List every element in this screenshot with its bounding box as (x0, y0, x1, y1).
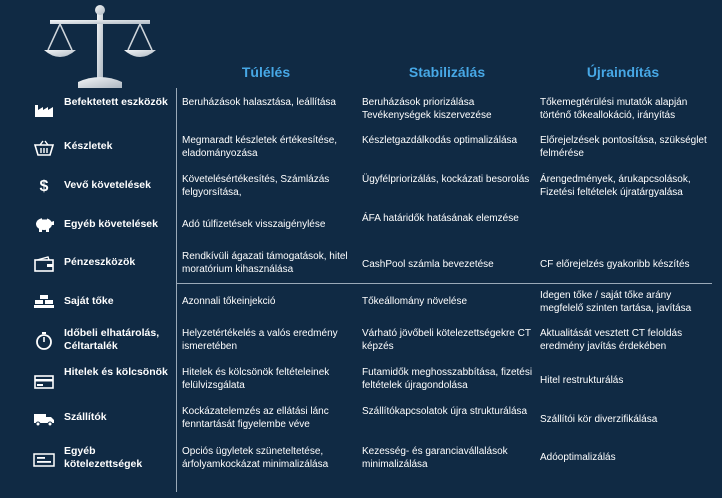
basket-icon (33, 138, 55, 158)
cell-restart: Árengedmények, árukapcsolások, Fizetési feltételek újratárgyalása (540, 174, 691, 198)
wallet-icon (33, 254, 55, 274)
cell-stabilization: Készletgazdálkodás optimalizálása (362, 135, 518, 146)
cell-survival: Kockázatelemzés az ellátási lánc fenntartását figyelembe véve (182, 406, 329, 430)
cell-stabilization: Tőkeállomány növelése (362, 296, 468, 307)
cell-survival: Megmaradt készletek értékesítése, eladományozása (182, 135, 338, 159)
horizontal-divider (176, 283, 712, 284)
cell-restart: Idegen tőke / saját tőke arány megfelelő szinten tartása, javítása (540, 290, 692, 314)
row-label: Pénzeszközök (64, 256, 136, 268)
cell-stabilization: Szállítókapcsolatok újra strukturálása (362, 406, 528, 417)
row-label: Időbeli elhatárolás, Céltartalék (64, 327, 160, 352)
cell-stabilization: Kezesség- és garanciavállalások minimalizálása (362, 446, 508, 470)
column-header-restart: Újraindítás (586, 64, 660, 80)
row-label: Egyéb követelések (64, 218, 158, 230)
cell-survival: Opciós ügyletek szüneteltetése, árfolyamkockázat minimalizálása (182, 446, 329, 470)
cell-restart: Adóoptimalizálás (540, 452, 616, 463)
cell-restart: Tőkemegtérülési mutatók alapján történő tőkeallokáció, irányítás (540, 97, 688, 121)
vertical-divider (176, 88, 177, 492)
credit-card-icon (33, 372, 55, 392)
cell-stabilization: ÁFA határidők hatásának elemzése (362, 213, 519, 224)
column-header-stabilization: Stabilizálás (408, 64, 486, 80)
dollar-icon: $ (39, 178, 49, 195)
cell-survival: Adó túlfizetések visszaigénylése (182, 219, 326, 230)
cell-stabilization: Várható jövőbeli kötelezettségekre CT képzés (362, 328, 531, 352)
column-header-survival: Túlélés (241, 64, 291, 80)
cell-stabilization: Beruházások priorizálása Tevékenységek kiszervezése (362, 97, 492, 121)
cheque-icon (33, 450, 55, 470)
cell-restart: Előrejelzések pontosítása, szükséglet felmérése (540, 135, 707, 159)
cell-stabilization: CashPool számla bevezetése (362, 259, 494, 270)
cell-survival: Hitelek és kölcsönök feltételeinek felülvizsgálata (182, 367, 330, 391)
cell-restart: Hitel restrukturálás (540, 375, 624, 386)
cell-survival: Helyzetértékelés a valós eredmény ismeretében (182, 328, 338, 352)
row-label: Készletek (64, 140, 113, 152)
cell-stabilization: Futamidők meghosszabbítása, fizetési feltételek újragondolása (362, 367, 533, 391)
piggy-bank-icon (33, 214, 55, 234)
cell-restart: Szállítói kör diverzifikálása (540, 414, 658, 425)
row-label: Befektetett eszközök (64, 96, 168, 108)
row-label: Hitelek és kölcsönök (64, 366, 168, 378)
factory-icon (33, 100, 55, 120)
cell-survival: Követelésértékesítés, Számlázás felgyorsítása, (182, 174, 330, 198)
cell-restart: CF előrejelzés gyakoribb készítés (540, 259, 690, 270)
cell-survival: Beruházások halasztása, leállítása (182, 97, 336, 108)
gold-bars-icon (33, 291, 55, 311)
cell-survival: Rendkívüli ágazati támogatások, hitel moratórium kihasználása (182, 251, 348, 275)
row-label: Szállítók (64, 411, 107, 423)
truck-icon (33, 409, 55, 429)
row-label: Egyéb kötelezettségek (64, 445, 143, 470)
row-label: Vevő követelések (64, 179, 151, 191)
stopwatch-icon (33, 331, 55, 351)
balance-scale-icon (40, 4, 160, 90)
cell-restart: Aktualitását vesztett CT feloldás eredmény javítás érdekében (540, 328, 683, 352)
row-label: Saját tőke (64, 295, 114, 307)
cell-stabilization: Ügyfélpriorizálás, kockázati besorolás (362, 174, 530, 185)
cell-survival: Azonnali tőkeinjekció (182, 296, 276, 307)
